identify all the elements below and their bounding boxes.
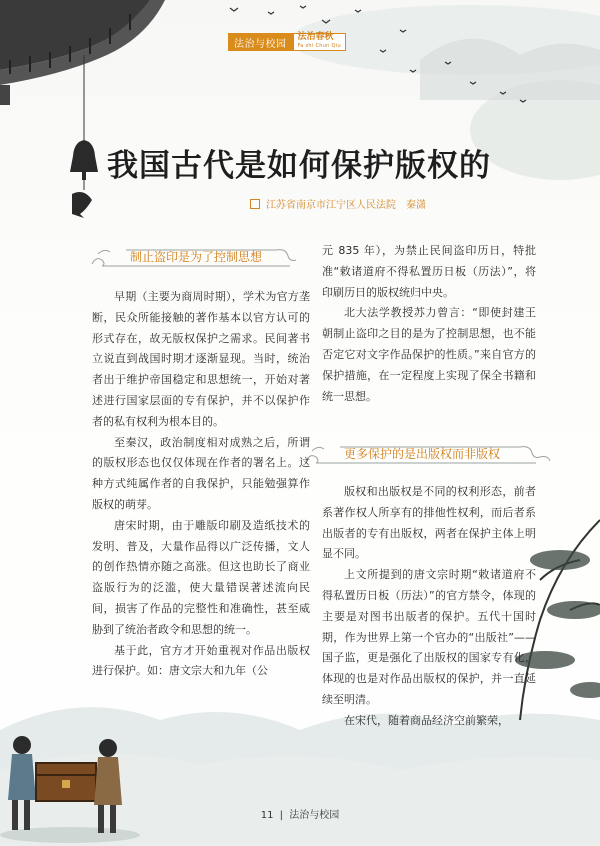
paragraph: 北大法学教授苏力曾言：“即使封建王朝制止盗印之目的是为了控制思想，也不能否定它对文字作品保护的性质。”来自官方的保护措施，在一定程度上实现了保全书籍和统一思想。	[322, 306, 536, 403]
paragraph: 上文所提到的唐文宗时期“敕诸道府不得私置历日板（历法）”的官方禁令，体现的主要是对图书出版者的保护。五代十国时期，作为世界上第一个官办的“出版社”——国子监，更是强化了出版权的国家专有化，体现的也是对作品出版权的保护，并一直延续至明清。	[322, 568, 536, 706]
fish-icon	[72, 192, 92, 218]
magazine-name: 法治与校园	[289, 810, 340, 821]
byline-box-icon	[250, 199, 260, 209]
paragraph: 版权和出版权是不同的权利形态，前者系著作权人所享有的排他性权利，而后者系出版者的专有出版权，两者在保护主体上明显不同。	[322, 485, 536, 561]
section-heading-1	[90, 246, 310, 268]
column-header	[228, 33, 346, 51]
page-number: 11	[260, 810, 274, 821]
roof-eaves-decoration	[0, 0, 165, 105]
column-title: 法治春秋	[297, 32, 334, 42]
section-heading-2	[304, 443, 554, 465]
left-column	[92, 287, 310, 682]
page-footer	[0, 806, 600, 821]
paragraph: 在宋代，随着商品经济空前繁荣，	[344, 713, 509, 727]
right-column-top	[322, 241, 536, 407]
article-title: 我国古代是如何保护版权的	[107, 148, 491, 184]
paragraph: 唐宋时期，由于雕版印刷及造纸技术的发明、普及，大量作品得以广泛传播，文人的创作热情亦随之高涨。但这也助长了商业盗版行为的泛滥，使大量错误著述流向民间，损害了作品的完整性和准确性，甚至威胁到了统治者政令和思想的统一。	[92, 518, 310, 636]
byline-text: 江苏省南京市江宁区人民法院 秦潇	[266, 200, 426, 211]
paragraph: 至秦汉，政治制度相对成熟之后，所谓的版权形态也仅仅体现在作者的署名上。这种方式纯属作者的自我保护，只能勉强算作版权的萌芽。	[92, 435, 310, 511]
bell-icon	[70, 140, 98, 180]
section-heading-1-text: 制止盗印是为了控制思想	[130, 250, 263, 264]
section-label: 法治与校园	[228, 33, 293, 51]
column-title-box	[293, 33, 346, 51]
section-heading-2-text: 更多保护的是出版权而非版权	[344, 447, 501, 461]
paragraph: 早期（主要为商周时期），学术为官方垄断，民众所能接触的著作基本以官方认可的形式存在，故无版权保护之需求。民间著书立说直到战国时期才逐渐显现。当时，统治者出于维护帝国稳定和思想统一，开始对著述进行国家层面的专有保护，并不以保护作者的私有权利为根本目的。	[92, 290, 310, 428]
paragraph: 元 835 年），为禁止民间盗印历日，特批准“敕诸道府不得私置历日板（历法）”，将印刷历日的版权统归中央。	[322, 244, 536, 299]
column-pinyin: Fa zhi Chun Qiu	[297, 43, 341, 49]
right-column-bottom	[322, 482, 536, 732]
footer-separator: |	[279, 810, 284, 821]
byline	[250, 196, 426, 211]
paragraph: 基于此，官方才开始重视对作品出版权进行保护。如：唐文宗大和九年（公	[92, 643, 310, 678]
